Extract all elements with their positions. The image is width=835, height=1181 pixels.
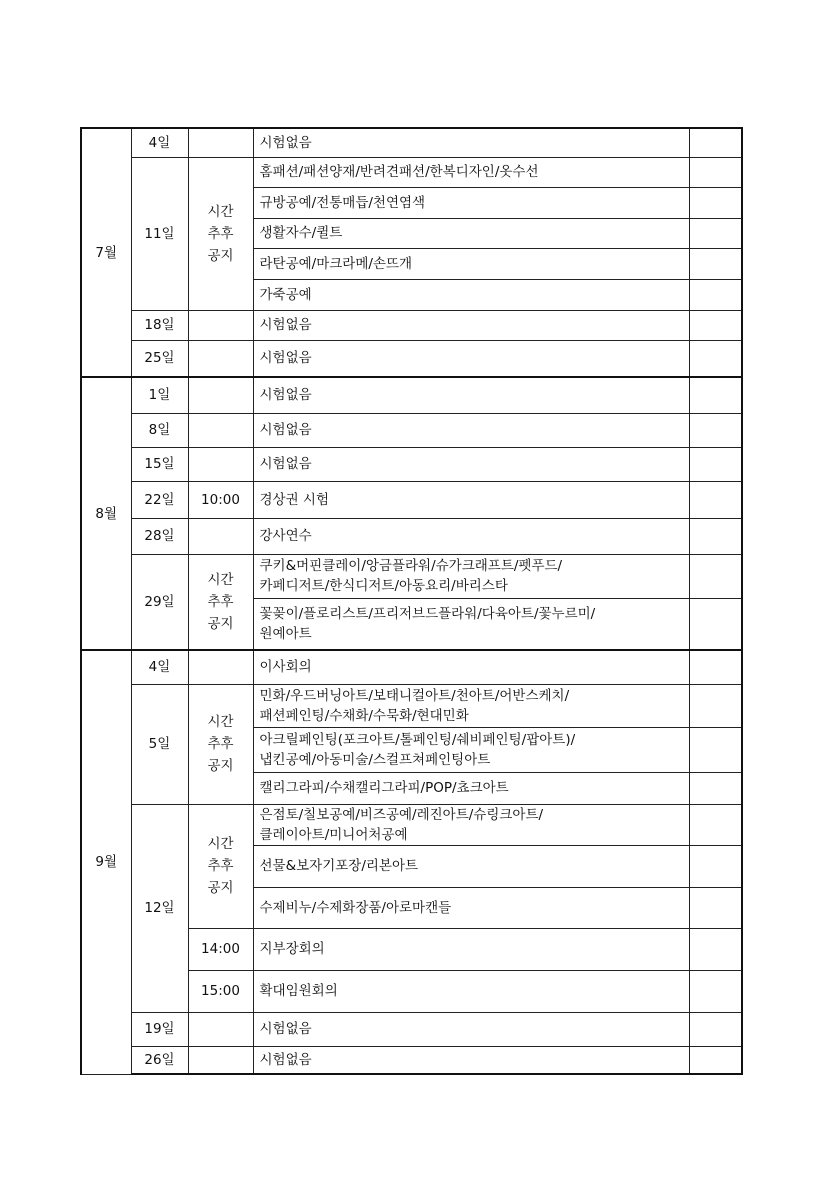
time-text: 시간 (207, 836, 234, 852)
event-cell (253, 248, 689, 279)
time-text: 시간 (207, 571, 234, 588)
note-cell (689, 1046, 742, 1074)
day-cell: 8일 (131, 413, 188, 447)
note-cell (689, 650, 742, 684)
event-text: 라탄공예/마크라메/손뜨개 (259, 255, 413, 272)
time-cell (188, 340, 253, 377)
day-cell: 4일 (131, 650, 188, 684)
note-cell (689, 187, 742, 218)
event-text: 생활자수/퀼트 (259, 225, 343, 241)
schedule-row (81, 128, 742, 157)
time-cell (188, 310, 253, 340)
day-cell: 28일 (131, 518, 188, 554)
event-cell (253, 554, 689, 598)
event-text: 시험없음 (259, 350, 312, 367)
schedule-row (81, 377, 742, 413)
event-cell (253, 377, 689, 413)
event-text: 원예아트 (259, 625, 312, 642)
event-cell (253, 887, 689, 928)
event-text: 클레이아트/미니어처공예 (259, 826, 408, 843)
event-cell (253, 804, 689, 845)
note-cell (689, 248, 742, 279)
schedule-row (81, 447, 742, 481)
event-cell (253, 598, 689, 650)
event-cell (253, 970, 689, 1012)
time-cell (188, 928, 253, 970)
event-text: 수제비누/수제화장품/아로마캔들 (259, 899, 452, 916)
event-text: 캘리그라피/수채캘리그라피/POP/쵸크아트 (259, 780, 509, 796)
note-cell (689, 845, 742, 887)
note-cell (689, 727, 742, 772)
event-cell (253, 518, 689, 554)
note-cell (689, 157, 742, 187)
note-cell (689, 279, 742, 310)
month-cell: 7월 (81, 128, 131, 377)
note-cell (689, 554, 742, 598)
event-cell (253, 684, 689, 727)
event-text: 강사연수 (259, 528, 312, 544)
event-text: 선물&보자기포장/리본아트 (259, 858, 419, 874)
time-text: 10:00 (201, 491, 240, 508)
time-cell (188, 413, 253, 447)
event-text: 시험없음 (259, 387, 312, 404)
event-text: 시험없음 (259, 317, 312, 333)
note-cell (689, 518, 742, 554)
time-cell (188, 804, 253, 928)
schedule-row (81, 340, 742, 377)
event-cell (253, 128, 689, 157)
event-cell (253, 1012, 689, 1046)
event-text: 규방공예/전통매듭/천연염색 (259, 194, 426, 211)
day-cell: 4일 (131, 128, 188, 157)
time-cell (188, 128, 253, 157)
note-cell (689, 928, 742, 970)
time-text: 공지 (207, 758, 234, 774)
event-cell (253, 187, 689, 218)
schedule-row (81, 157, 742, 187)
schedule-row (81, 804, 742, 845)
note-cell (689, 128, 742, 157)
note-cell (689, 218, 742, 248)
event-text: 경상권 시험 (259, 491, 329, 508)
time-text: 추후 (207, 593, 234, 610)
schedule-row (81, 413, 742, 447)
event-text: 꽃꽂이/플로리스트/프리저브드플라워/다육아트/꽃누르미/ (259, 605, 596, 622)
schedule-row (81, 310, 742, 340)
event-cell (253, 1046, 689, 1074)
event-cell (253, 218, 689, 248)
event-text: 확대임원회의 (259, 983, 338, 999)
day-cell: 26일 (131, 1046, 188, 1074)
note-cell (689, 413, 742, 447)
day-cell: 5일 (131, 684, 188, 804)
time-text: 공지 (207, 247, 234, 264)
time-text: 추후 (207, 736, 234, 752)
schedule-row (81, 554, 742, 598)
event-text: 시험없음 (259, 1051, 312, 1068)
note-cell (689, 970, 742, 1012)
schedule-row (81, 518, 742, 554)
day-cell: 22일 (131, 481, 188, 518)
event-text: 아크릴페인팅(포크아트/톨페인팅/쉐비페인팅/팝아트)/ (259, 731, 576, 748)
note-cell (689, 1012, 742, 1046)
time-text: 추후 (207, 225, 234, 242)
event-text: 이사회의 (259, 659, 312, 676)
time-text: 시간 (207, 714, 234, 730)
event-text: 패션페인팅/수채화/수묵화/현대민화 (259, 707, 469, 724)
note-cell (689, 598, 742, 650)
day-cell: 29일 (131, 554, 188, 650)
note-cell (689, 310, 742, 340)
note-cell (689, 887, 742, 928)
note-cell (689, 447, 742, 481)
time-cell (188, 377, 253, 413)
event-text: 시험없음 (259, 134, 312, 151)
time-cell (188, 481, 253, 518)
note-cell (689, 772, 742, 804)
schedule-table (80, 127, 743, 1075)
event-text: 시험없음 (259, 422, 312, 438)
event-cell (253, 845, 689, 887)
time-cell (188, 518, 253, 554)
schedule-body (81, 128, 742, 1074)
day-cell: 12일 (131, 804, 188, 1012)
event-text: 은점토/칠보공예/비즈공예/레진아트/슈링크아트/ (259, 806, 544, 823)
time-cell (188, 1046, 253, 1074)
note-cell (689, 481, 742, 518)
time-cell (188, 684, 253, 804)
note-cell (689, 340, 742, 377)
event-cell (253, 413, 689, 447)
event-cell (253, 650, 689, 684)
month-cell: 9월 (81, 650, 131, 1074)
schedule-row (81, 481, 742, 518)
event-cell (253, 157, 689, 187)
day-cell: 15일 (131, 447, 188, 481)
event-text: 민화/우드버닝아트/보태니컬아트/천아트/어반스케치/ (259, 687, 570, 704)
time-cell (188, 1012, 253, 1046)
event-cell (253, 928, 689, 970)
day-cell: 19일 (131, 1012, 188, 1046)
time-text: 추후 (207, 858, 234, 874)
event-text: 시험없음 (259, 456, 312, 472)
event-cell (253, 727, 689, 772)
event-cell (253, 772, 689, 804)
note-cell (689, 684, 742, 727)
time-cell (188, 650, 253, 684)
time-text: 공지 (207, 880, 234, 896)
note-cell (689, 804, 742, 845)
schedule-row (81, 684, 742, 727)
time-cell (188, 970, 253, 1012)
event-cell (253, 447, 689, 481)
event-cell (253, 340, 689, 377)
schedule-row (81, 1046, 742, 1074)
time-cell (188, 157, 253, 310)
time-text: 14:00 (201, 941, 240, 957)
event-cell (253, 279, 689, 310)
day-cell: 11일 (131, 157, 188, 310)
time-text: 공지 (207, 615, 234, 632)
schedule-row (81, 650, 742, 684)
month-cell: 8월 (81, 377, 131, 650)
event-text: 냅킨공예/아동미술/스컬프쳐페인팅아트 (259, 751, 491, 768)
day-cell: 1일 (131, 377, 188, 413)
event-cell (253, 481, 689, 518)
time-cell (188, 554, 253, 650)
time-cell (188, 447, 253, 481)
note-cell (689, 377, 742, 413)
event-text: 가죽공예 (259, 286, 312, 303)
event-text: 홈패션/패션양재/반려견패션/한복디자인/옷수선 (259, 164, 539, 180)
time-text: 15:00 (201, 983, 240, 999)
event-text: 쿠키&머핀클레이/앙금플라워/슈가크래프트/펫푸드/ (259, 558, 563, 574)
event-text: 카페디저트/한식디저트/아동요리/바리스타 (259, 578, 508, 594)
day-cell: 25일 (131, 340, 188, 377)
day-cell: 18일 (131, 310, 188, 340)
event-cell (253, 310, 689, 340)
event-text: 지부장회의 (259, 941, 325, 957)
event-text: 시험없음 (259, 1021, 312, 1037)
time-text: 시간 (207, 203, 234, 220)
schedule-row (81, 1012, 742, 1046)
